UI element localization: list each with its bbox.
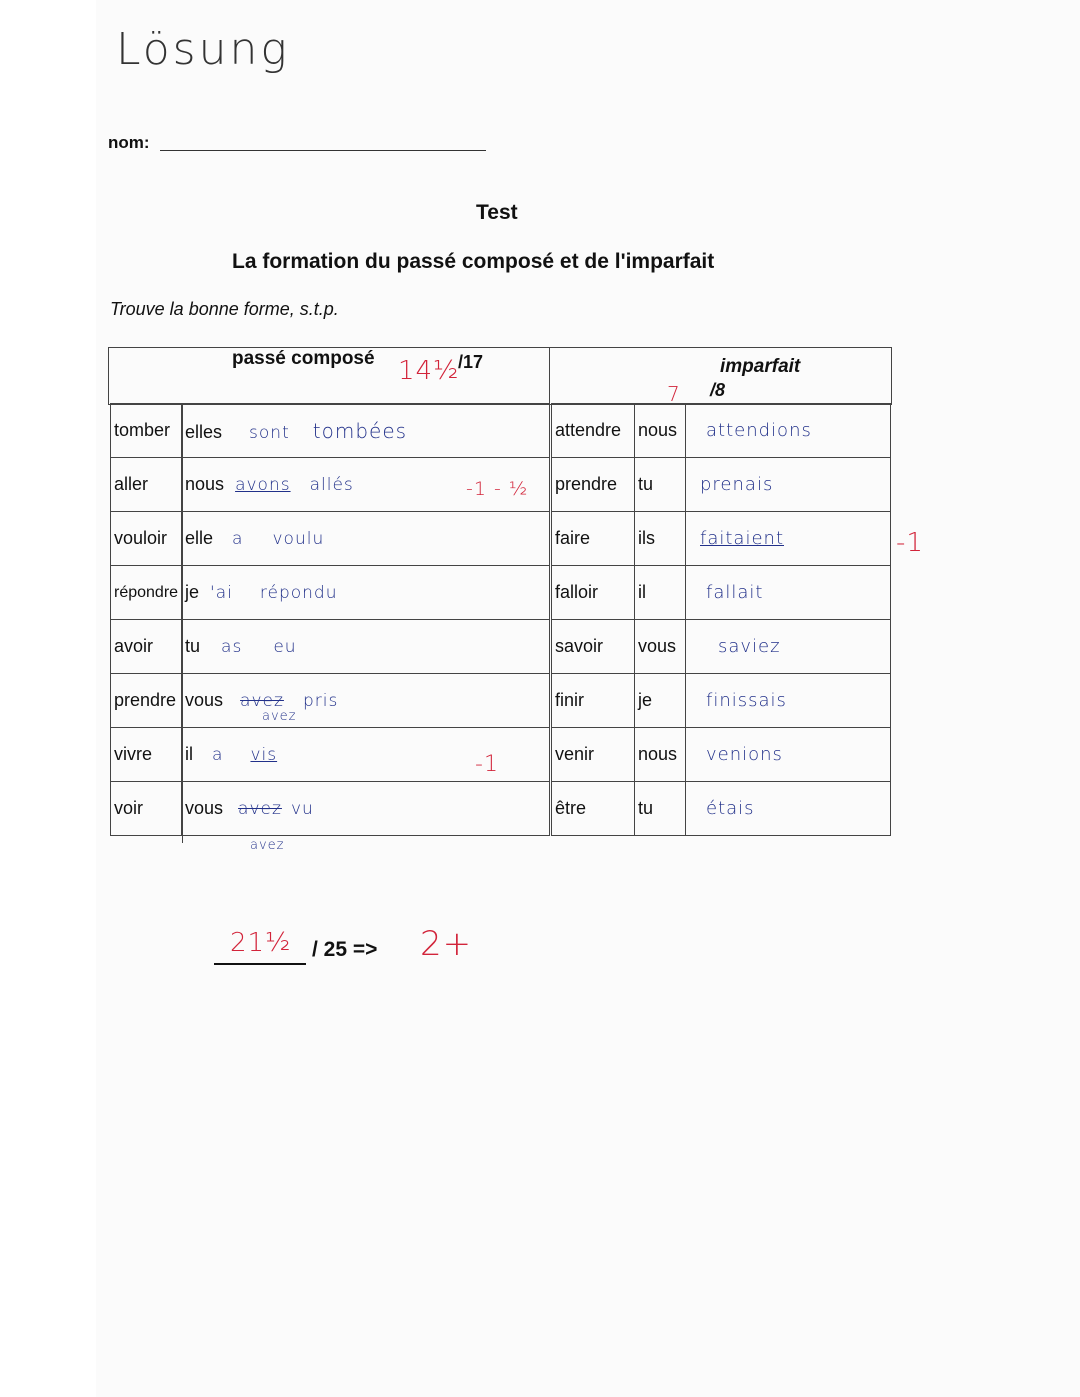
imparfait-table (551, 403, 891, 836)
subject: elles (185, 421, 223, 442)
form-cell: venions (686, 728, 891, 782)
subject-cell: ils (635, 512, 686, 566)
participle: vu (290, 799, 314, 819)
subject-cell: nous (635, 404, 686, 458)
form-cell: saviez (686, 620, 891, 674)
table-row (111, 620, 550, 674)
verb-cell: finir (552, 674, 635, 728)
aux: avez (238, 799, 282, 819)
subject: vous (185, 798, 224, 818)
deduction-mark: -1 (896, 528, 924, 558)
aux: a (232, 529, 244, 549)
table-row (552, 512, 891, 566)
name-label: nom: (108, 133, 150, 152)
verb-cell: vouloir (111, 512, 182, 566)
form-cell: fallait (686, 566, 891, 620)
subtitle: La formation du passé composé et de l'imparfait (232, 250, 715, 273)
verb-cell: savoir (552, 620, 635, 674)
test-title: Test (476, 201, 518, 224)
answer-cell (182, 782, 550, 853)
subject-cell: tu (635, 458, 686, 512)
verb-cell: tomber (111, 404, 182, 458)
form-cell: finissais (686, 674, 891, 728)
aux-correction: avez (250, 838, 285, 853)
subject-cell: vous (635, 620, 686, 674)
table-row (552, 728, 891, 782)
verb-cell: voir (111, 782, 182, 836)
total-max: / 25 => (312, 938, 378, 961)
table-row (552, 404, 891, 458)
aux-correction: avez (262, 709, 297, 724)
verb-cell: falloir (552, 566, 635, 620)
subject: vous (185, 690, 224, 710)
verb-cell: vivre (111, 728, 182, 782)
table-row (111, 566, 550, 620)
table-row (552, 566, 891, 620)
verb-cell: attendre (552, 404, 635, 458)
verb-cell: prendre (111, 674, 182, 728)
form-cell: étais (686, 782, 891, 836)
pc-col-divider (182, 403, 183, 843)
total-score: 21½ (230, 928, 292, 958)
header-divider (549, 347, 550, 403)
verb-cell: être (552, 782, 635, 836)
table-row (111, 674, 550, 728)
participle: pris (302, 691, 339, 711)
instruction: Trouve la bonne forme, s.t.p. (110, 299, 339, 319)
verb-cell: avoir (111, 620, 182, 674)
form-cell: prenais (686, 458, 891, 512)
heading-handwritten: Lösung (116, 24, 290, 75)
subject-cell: tu (635, 782, 686, 836)
verb-cell: aller (111, 458, 182, 512)
participle: voulu (272, 529, 325, 549)
verb-cell: faire (552, 512, 635, 566)
participle: tombées (312, 418, 408, 443)
aux: avons (235, 475, 291, 495)
table-row (111, 404, 550, 458)
subject-cell: il (635, 566, 686, 620)
answer-cell (182, 512, 550, 566)
subject: tu (185, 636, 201, 656)
subject: il (185, 744, 193, 764)
imparfait-max: /8 (710, 380, 726, 400)
aux: a (212, 745, 224, 765)
verb-cell: répondre (111, 566, 182, 620)
imparfait-header: imparfait (720, 356, 801, 377)
table-row (111, 782, 550, 836)
deduction-mark: -1 (475, 752, 499, 777)
answer-cell (182, 566, 550, 620)
imparfait-score: 7 (667, 382, 681, 406)
subject-cell: je (635, 674, 686, 728)
total-underline (214, 963, 306, 965)
aux: avez (240, 691, 284, 711)
table-row (552, 620, 891, 674)
deduction-mark: -1 - ½ (466, 478, 529, 500)
verb-cell: venir (552, 728, 635, 782)
subject: elle (185, 528, 214, 548)
form-cell: faitaient (686, 512, 891, 566)
participle: répondu (259, 583, 338, 603)
name-line (160, 150, 486, 151)
table-row (552, 674, 891, 728)
verb-cell: prendre (552, 458, 635, 512)
aux: 'ai (210, 583, 233, 603)
grade: 2+ (420, 924, 473, 964)
subject: nous (185, 474, 225, 494)
passe-compose-header: passé composé (232, 348, 375, 369)
participle: vis (250, 745, 278, 765)
participle: eu (273, 637, 297, 657)
table-row (111, 512, 550, 566)
answer-cell (182, 674, 550, 728)
answer-cell (182, 404, 550, 458)
passe-compose-max: /17 (458, 352, 484, 372)
participle: allés (309, 475, 354, 495)
table-row (552, 458, 891, 512)
aux: sont (249, 422, 290, 443)
table-row (552, 782, 891, 836)
aux: as (221, 637, 243, 657)
answer-cell (182, 620, 550, 674)
subject-cell: nous (635, 728, 686, 782)
subject: je (185, 582, 200, 602)
passe-compose-score: 14½ (398, 356, 460, 386)
form-cell: attendions (686, 404, 891, 458)
